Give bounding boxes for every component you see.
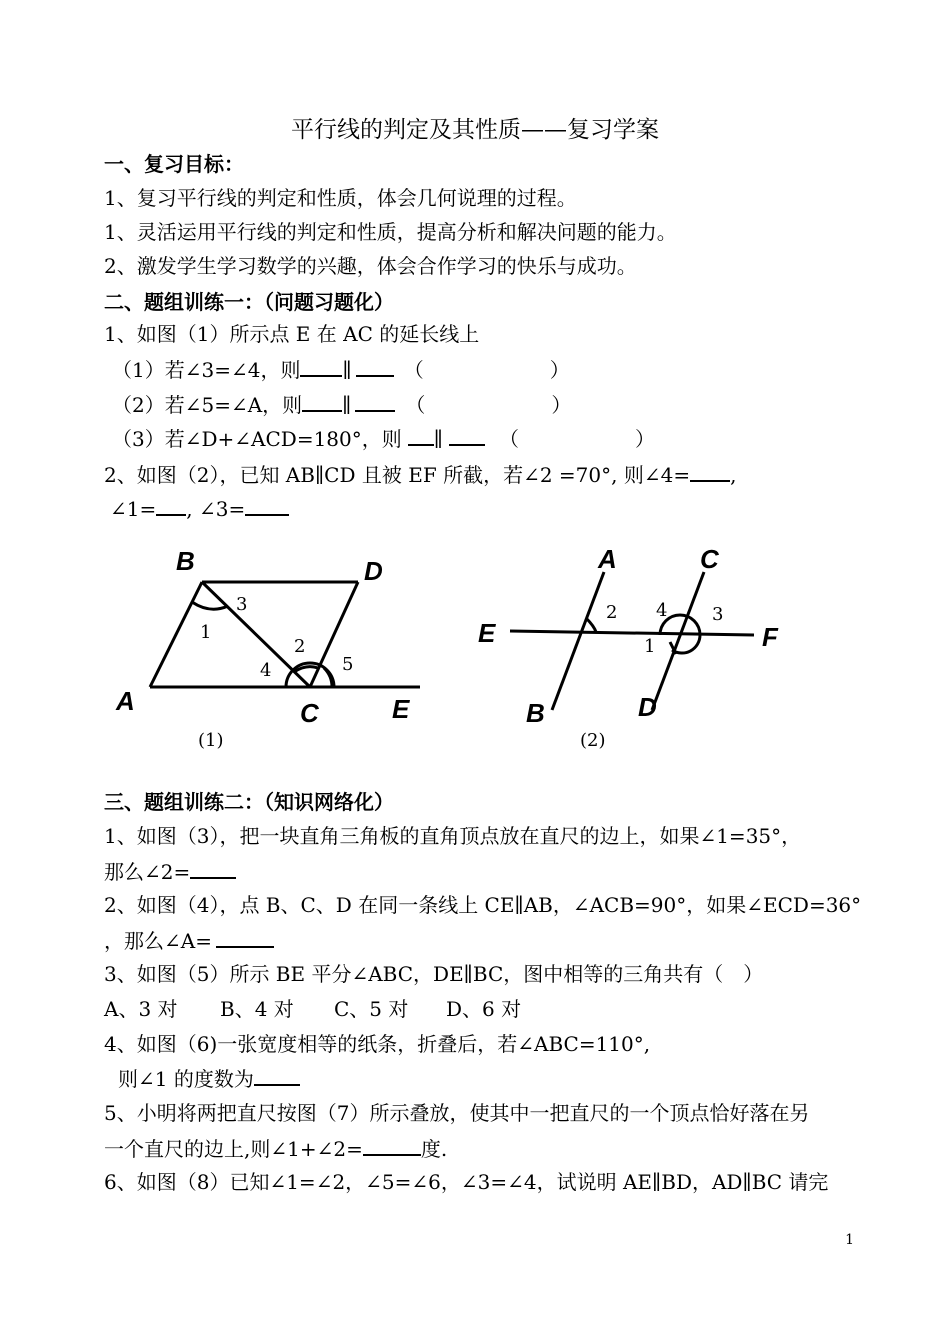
line-CD — [652, 572, 704, 710]
answer-blank[interactable] — [190, 857, 236, 879]
angle-arc-2 — [586, 618, 596, 632]
part2-text: （2）若∠5=∠A，则 — [112, 393, 303, 417]
q3-4-line1: 4、如图（6)一张宽度相等的纸条，折叠后，若∠ABC=110°, — [104, 1032, 651, 1056]
angle-label-2: 2 — [606, 602, 618, 623]
q3-1-text: 那么∠2= — [104, 860, 191, 884]
answer-blank[interactable] — [355, 390, 395, 412]
angle3-text: , ∠3= — [186, 497, 246, 521]
q3-1-line1: 1、如图（3），把一块直角三角板的直角顶点放在直尺的边上，如果∠1=35°， — [104, 824, 802, 848]
angle-label-4: 4 — [260, 660, 272, 681]
q3-2-line1: 2、如图（4），点 B、C、D 在同一条线上 CE∥AB，∠ACB=90°，如果∠ECD=36° — [104, 893, 862, 917]
answer-blank[interactable] — [408, 424, 434, 446]
parallel-symbol: ∥ — [342, 358, 352, 382]
label-D: D — [364, 556, 383, 586]
parallel-symbol: ∥ — [433, 427, 443, 451]
label-C: C — [700, 544, 719, 574]
q3-2-line2 — [104, 926, 274, 955]
option-d[interactable]: D、6 对 — [446, 997, 522, 1021]
q3-5-line1: 5、小明将两把直尺按图（7）所示叠放，使其中一把直尺的一个顶点恰好落在另 — [104, 1101, 810, 1125]
paren-close: ） — [549, 358, 570, 382]
q3-5-line2 — [104, 1134, 447, 1163]
q2-2-comma: , — [730, 463, 737, 487]
q3-3-stem: 3、如图（5）所示 BE 平分∠ABC，DE∥BC，图中相等的三角共有（ ） — [104, 962, 764, 986]
answer-blank[interactable] — [300, 355, 342, 377]
part3-text: （3）若∠D+∠ACD=180°，则 — [112, 427, 402, 451]
q3-3-options — [104, 995, 521, 1023]
section2-heading: 二、题组训练一：（问题习题化） — [104, 290, 394, 314]
angle-label-5: 5 — [342, 654, 354, 675]
line-AB — [552, 572, 604, 710]
figure-2-angle-labels — [606, 600, 723, 657]
figure-1-caption: (1) — [198, 730, 224, 751]
figure-2 — [470, 540, 800, 755]
page-number: 1 — [845, 1232, 854, 1248]
label-B: B — [526, 698, 545, 728]
label-D: D — [638, 692, 657, 722]
paren-close: ） — [551, 393, 572, 417]
paren-open: （ — [499, 427, 519, 451]
q2-1-part1 — [112, 355, 570, 384]
angle-arc-5 — [324, 668, 332, 687]
parallel-symbol: ∥ — [342, 393, 352, 417]
section1-heading: 一、复习目标： — [104, 152, 244, 176]
option-c[interactable]: C、5 对 — [334, 997, 409, 1021]
angle-label-3: 3 — [712, 604, 724, 625]
q3-4-text: 则∠1 的度数为 — [118, 1067, 254, 1091]
figure-1 — [110, 540, 430, 755]
q3-5-text: 一个直尺的边上,则∠1+∠2= — [104, 1137, 363, 1161]
figure-2-lines — [510, 572, 754, 710]
angle1-text: ∠1= — [110, 497, 157, 521]
label-B: B — [176, 546, 195, 576]
paren-open: （ — [403, 358, 424, 382]
goal-3: 2、激发学生学习数学的兴趣，体会合作学习的快乐与成功。 — [104, 254, 637, 278]
q3-4-line2 — [118, 1064, 300, 1093]
answer-blank[interactable] — [363, 1134, 421, 1156]
q2-2-line2 — [110, 494, 289, 523]
goal-2: 1、灵活运用平行线的判定和性质，提高分析和解决问题的能力。 — [104, 220, 677, 244]
figure-1-lines — [150, 582, 420, 687]
q2-1-part3 — [112, 424, 655, 453]
answer-blank[interactable] — [254, 1064, 300, 1086]
angle-label-4: 4 — [656, 600, 668, 621]
answer-blank[interactable] — [245, 494, 289, 516]
label-A: A — [598, 544, 617, 574]
label-C: C — [300, 698, 319, 728]
angle-label-1: 1 — [644, 636, 656, 657]
q3-1-line2 — [104, 857, 236, 886]
part1-text: （1）若∠3=∠4，则 — [112, 358, 301, 382]
line-AB — [150, 582, 202, 687]
paren-close: ） — [635, 427, 655, 451]
q2-1-stem: 1、如图（1）所示点 E 在 AC 的延长线上 — [104, 322, 480, 346]
label-F: F — [762, 622, 778, 652]
option-a[interactable]: A、3 对 — [104, 997, 178, 1021]
q2-1-part2 — [112, 390, 571, 419]
figure-1-vertex-labels — [115, 546, 410, 728]
figure-2-caption: (2) — [580, 730, 606, 751]
paren-open: （ — [405, 393, 426, 417]
answer-blank[interactable] — [302, 390, 342, 412]
q3-6-line1: 6、如图（8）已知∠1=∠2，∠5=∠6，∠3=∠4，试说明 AE∥BD，AD∥BC 请完 — [104, 1170, 829, 1194]
q2-2-line1 — [104, 460, 736, 489]
q3-5-unit: 度. — [420, 1137, 448, 1161]
answer-blank[interactable] — [690, 460, 730, 482]
label-E: E — [392, 694, 410, 724]
angle-label-2: 2 — [294, 636, 306, 657]
q3-2-text: ，那么∠A= — [104, 929, 212, 953]
angle-label-3: 3 — [236, 594, 248, 615]
answer-blank[interactable] — [449, 424, 485, 446]
q2-2-text: 2、如图（2），已知 AB∥CD 且被 EF 所截，若∠2 =70°, 则∠4= — [104, 463, 691, 487]
section3-heading: 三、题组训练二：（知识网络化） — [104, 790, 394, 814]
answer-blank[interactable] — [356, 355, 394, 377]
goal-1: 1、复习平行线的判定和性质，体会几何说理的过程。 — [104, 186, 577, 210]
angle-label-1: 1 — [200, 622, 212, 643]
line-EF — [510, 631, 754, 635]
label-E: E — [478, 618, 496, 648]
answer-blank[interactable] — [216, 926, 274, 948]
option-b[interactable]: B、4 对 — [220, 997, 294, 1021]
label-A: A — [116, 686, 135, 716]
answer-blank[interactable] — [156, 494, 186, 516]
page-title: 平行线的判定及其性质——复习学案 — [291, 117, 659, 143]
